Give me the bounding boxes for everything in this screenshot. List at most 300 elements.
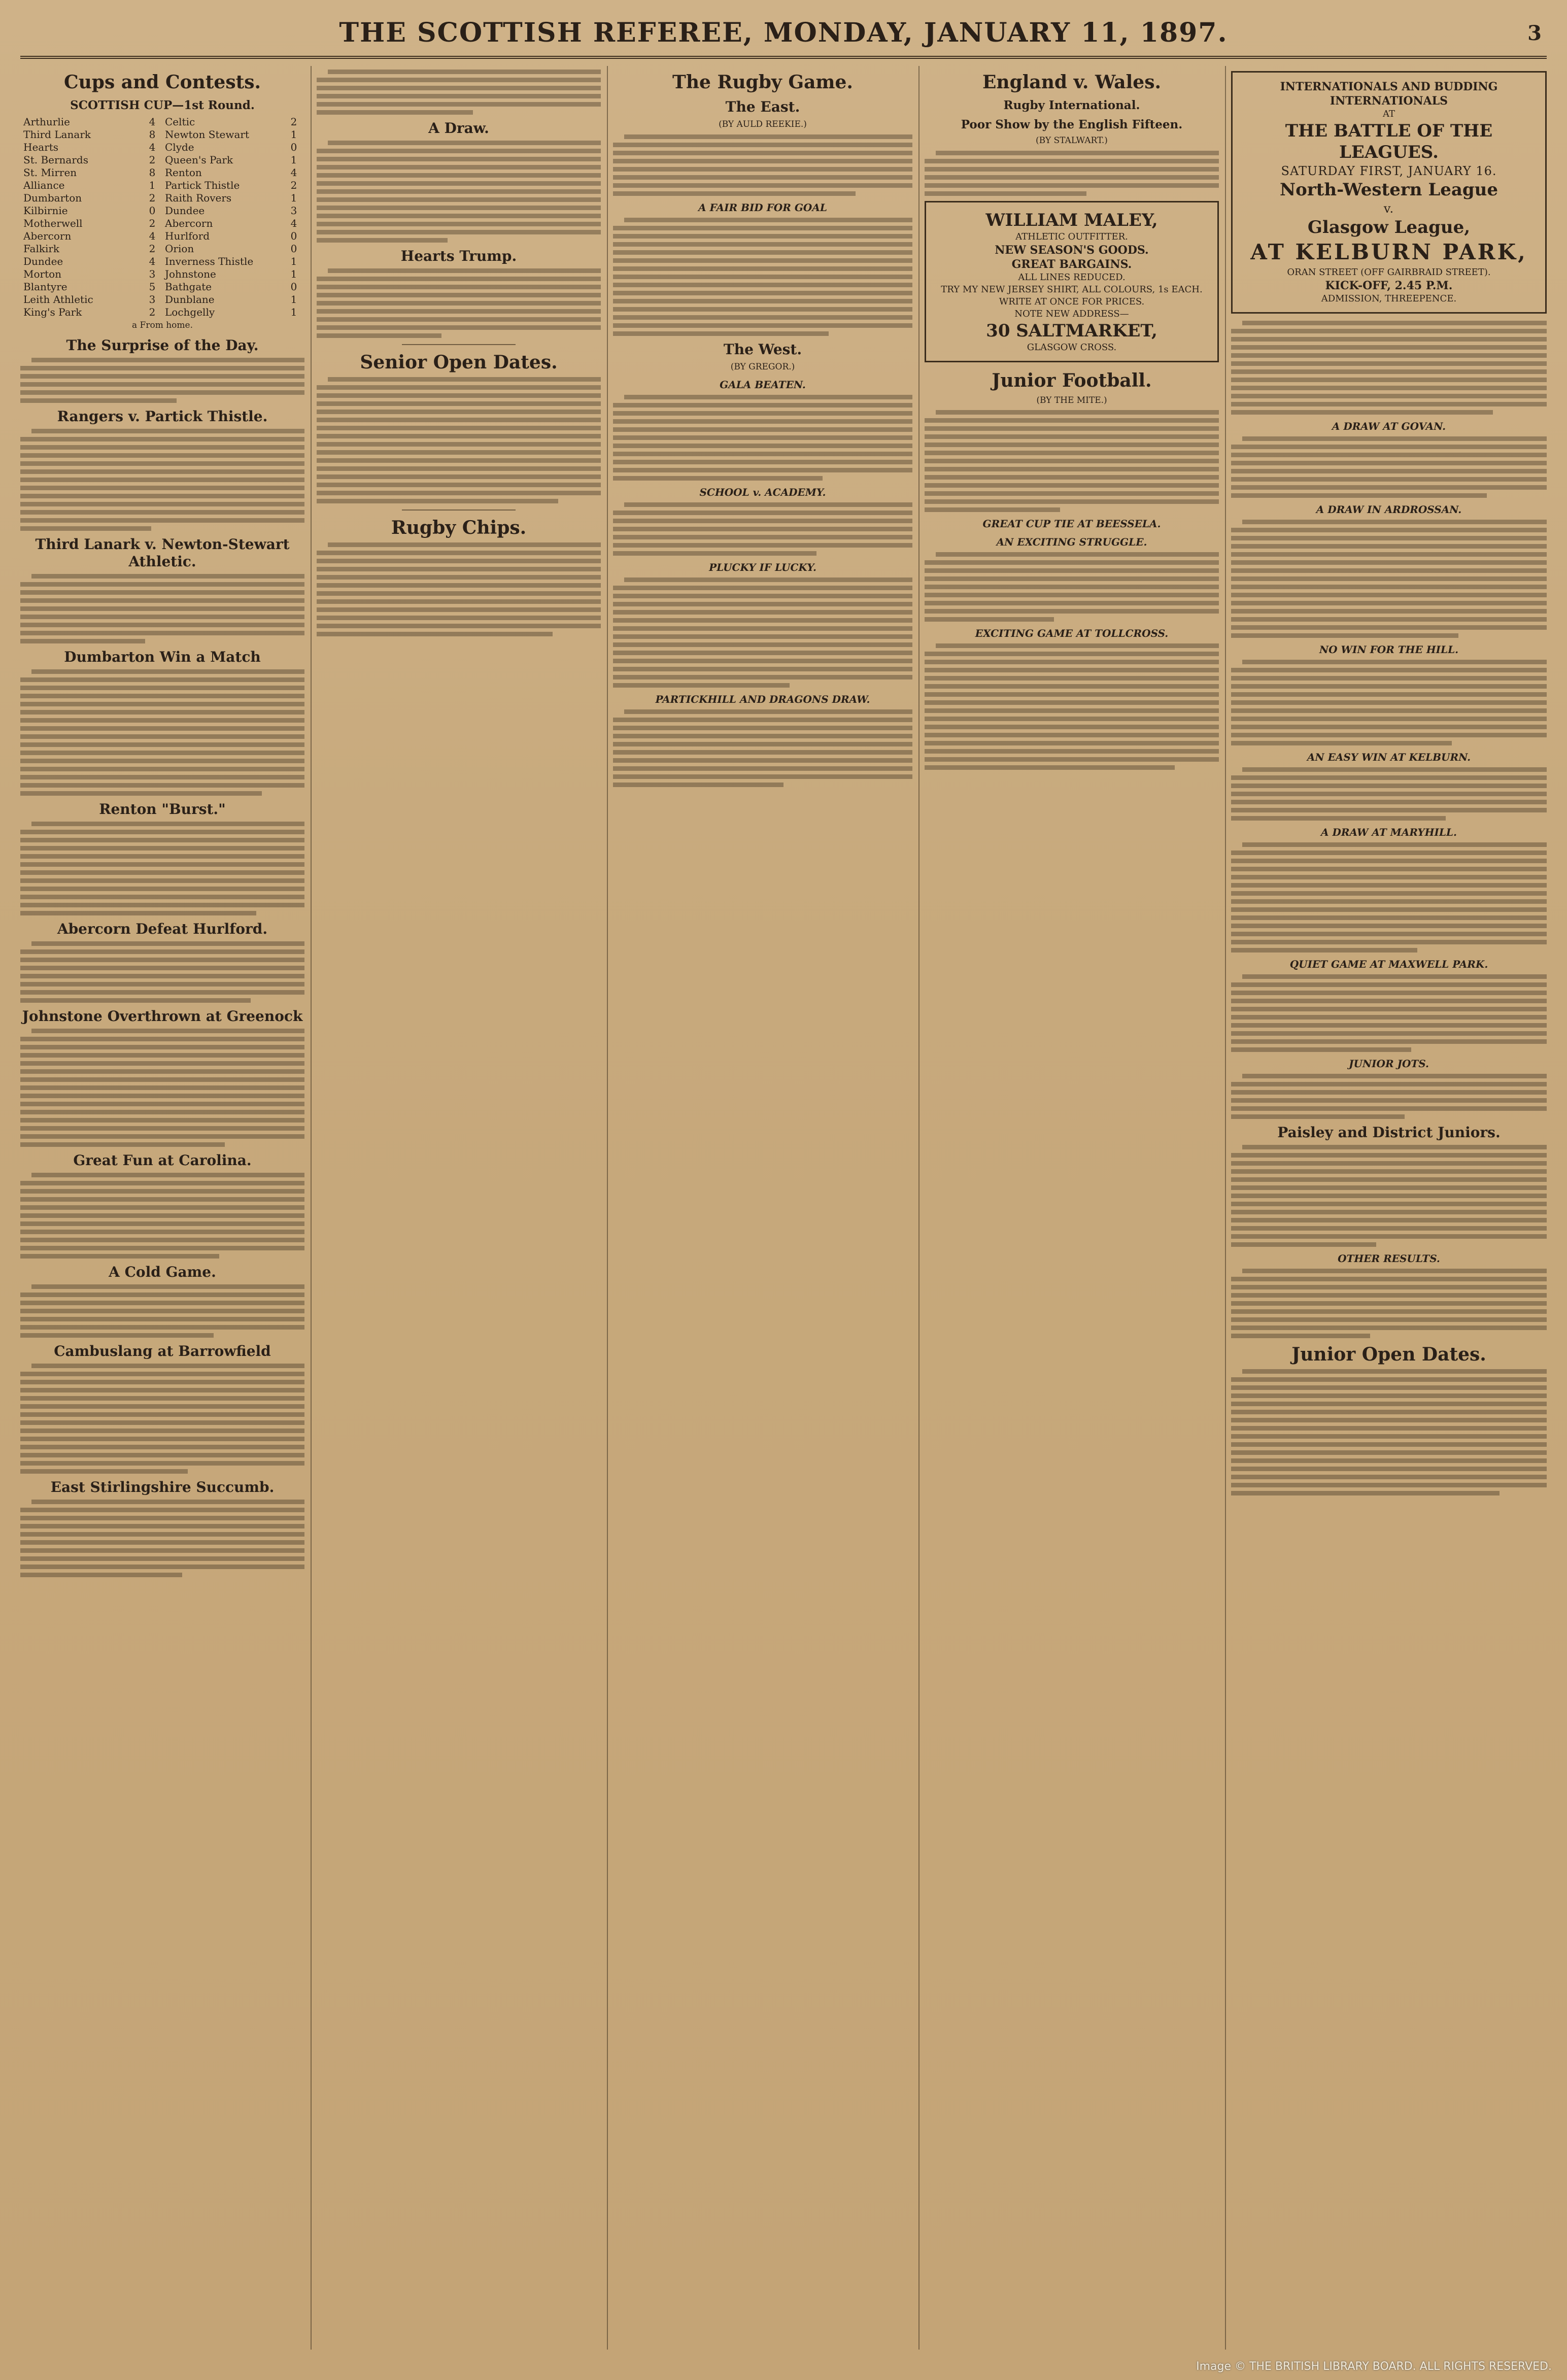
result-score: 1	[290, 255, 297, 267]
article-body	[1231, 1145, 1547, 1247]
result-score: 1	[290, 192, 297, 204]
text-line	[20, 1469, 188, 1474]
text-line	[20, 639, 145, 643]
article-body	[1231, 842, 1547, 953]
text-line	[613, 242, 912, 247]
text-line	[20, 1372, 304, 1376]
text-line	[317, 491, 601, 495]
article-body	[1231, 520, 1547, 638]
text-line	[20, 1333, 214, 1338]
text-line	[613, 167, 912, 172]
text-line	[1231, 1161, 1547, 1166]
text-line	[317, 458, 601, 463]
text-line	[613, 783, 784, 787]
text-line	[925, 660, 1219, 664]
divider	[402, 509, 516, 511]
masthead	[20, 15, 1547, 59]
text-line	[317, 385, 601, 390]
text-line	[925, 560, 1219, 565]
text-line	[1242, 1269, 1547, 1273]
article-body	[317, 141, 601, 243]
article-body	[613, 709, 912, 787]
text-line	[1231, 1434, 1547, 1439]
text-line	[1231, 1450, 1547, 1455]
text-line	[328, 268, 601, 273]
text-line	[20, 1453, 304, 1457]
text-line	[613, 659, 912, 663]
advert-name: WILLIAM MALEY,	[985, 210, 1158, 230]
text-line	[1231, 609, 1547, 614]
article-heading: The West.	[723, 341, 802, 358]
text-line	[20, 1293, 304, 1297]
text-line	[613, 331, 829, 336]
text-line	[1231, 625, 1547, 630]
result-team: Alliance	[23, 179, 65, 191]
text-line	[317, 86, 601, 90]
text-line	[20, 623, 304, 627]
text-line	[1231, 1202, 1547, 1206]
text-line	[20, 775, 304, 779]
section-heading: Junior Open Dates.	[1291, 1344, 1486, 1365]
section-heading: The Rugby Game.	[672, 72, 853, 93]
text-line	[1231, 924, 1547, 928]
text-line	[20, 398, 177, 403]
result-score: 2	[149, 243, 156, 255]
text-line	[613, 234, 912, 239]
text-line	[1231, 1218, 1547, 1222]
text-line	[1231, 617, 1547, 622]
advert-address: 30 SALTMARKET,	[986, 320, 1157, 341]
text-line	[317, 591, 601, 596]
text-line	[1231, 1426, 1547, 1431]
text-line	[317, 474, 601, 479]
section-heading: Junior Football.	[992, 369, 1152, 391]
result-team: Kilbirnie	[23, 205, 68, 217]
article-body	[925, 151, 1219, 196]
text-line	[1242, 1145, 1547, 1149]
text-line	[613, 511, 912, 515]
advert-date: SATURDAY FIRST, JANUARY 16.	[1281, 164, 1497, 178]
battle-of-leagues-advert	[1231, 71, 1547, 314]
result-score: 8	[149, 128, 156, 141]
text-line	[1231, 875, 1547, 879]
result-score: 4	[149, 116, 156, 128]
text-line	[20, 526, 151, 531]
text-line	[31, 669, 304, 674]
text-line	[20, 1437, 304, 1441]
text-line	[1242, 660, 1547, 664]
article-body	[613, 502, 912, 556]
text-line	[31, 358, 304, 362]
text-line	[20, 990, 304, 995]
text-line	[1231, 461, 1547, 465]
text-line	[613, 315, 912, 320]
article-heading: Rangers v. Partick Thistle.	[57, 407, 268, 425]
result-team: Celtic	[165, 116, 195, 128]
text-line	[20, 1461, 304, 1466]
text-line	[1231, 668, 1547, 672]
result-score: 8	[149, 166, 156, 179]
text-line	[1231, 544, 1547, 549]
text-line	[31, 1173, 304, 1177]
text-line	[20, 1118, 304, 1123]
text-line	[317, 559, 601, 563]
text-line	[20, 382, 304, 387]
text-line	[20, 1045, 304, 1049]
text-line	[20, 686, 304, 690]
text-line	[20, 598, 304, 603]
text-line	[1231, 345, 1547, 350]
advert-admission: ADMISSION, THREEPENCE.	[1321, 293, 1457, 304]
result-score: 1	[290, 128, 297, 141]
result-score: 1	[290, 154, 297, 166]
text-line	[1231, 1325, 1547, 1330]
text-line	[613, 718, 912, 722]
text-line	[613, 435, 912, 440]
text-line	[317, 157, 601, 161]
text-line	[1231, 1475, 1547, 1479]
text-line	[20, 486, 304, 490]
result-score: 4	[290, 217, 297, 229]
text-line	[1231, 684, 1547, 689]
text-line	[317, 466, 601, 471]
result-score: 4	[149, 141, 156, 153]
text-line	[1231, 410, 1493, 415]
article-heading: East Stirlingshire Succumb.	[50, 1478, 275, 1495]
text-line	[317, 317, 601, 322]
text-line	[20, 1094, 304, 1098]
result-score: 4	[290, 166, 297, 179]
text-line	[1231, 386, 1547, 390]
text-line	[20, 734, 304, 739]
text-line	[1231, 593, 1547, 597]
result-score: 1	[290, 306, 297, 318]
text-line	[925, 593, 1219, 597]
article-body	[20, 1173, 304, 1259]
text-line	[1231, 485, 1547, 490]
text-line	[1242, 321, 1547, 325]
text-line	[317, 181, 601, 186]
text-line	[925, 576, 1219, 581]
text-line	[20, 1524, 304, 1528]
article-heading: Johnstone Overthrown at Greenock	[22, 1007, 303, 1025]
text-line	[613, 667, 912, 671]
result-team: Dundee	[165, 205, 205, 217]
text-line	[613, 551, 816, 556]
text-line	[925, 483, 1219, 488]
subheading: AN EXCITING STRUGGLE.	[996, 536, 1147, 548]
text-line	[624, 218, 912, 222]
text-line	[317, 599, 601, 604]
text-line	[1231, 1418, 1547, 1422]
text-line	[1231, 601, 1547, 605]
text-line	[1231, 1309, 1547, 1314]
text-line	[328, 377, 601, 382]
text-line	[613, 427, 912, 432]
text-line	[1231, 469, 1547, 473]
text-line	[925, 491, 1219, 496]
text-line	[613, 586, 912, 590]
text-line	[1231, 1385, 1547, 1390]
text-line	[317, 393, 601, 398]
text-line	[1231, 560, 1547, 565]
text-line	[20, 1573, 182, 1577]
text-line	[20, 1077, 304, 1082]
text-line	[20, 1548, 304, 1553]
advert-line: GREAT BARGAINS.	[1011, 257, 1132, 271]
text-line	[317, 567, 601, 571]
text-line	[936, 151, 1219, 155]
text-line	[317, 197, 601, 202]
article-heading: A Cold Game.	[109, 1263, 216, 1280]
text-line	[613, 323, 912, 328]
text-line	[1231, 940, 1547, 944]
advert-kickoff: KICK-OFF, 2.45 P.M.	[1325, 279, 1453, 292]
article-body	[20, 574, 304, 643]
text-line	[20, 1110, 304, 1114]
result-row	[20, 281, 304, 293]
text-line	[20, 1221, 304, 1226]
article-heading: Hearts Trump.	[400, 248, 517, 264]
text-line	[613, 651, 912, 655]
text-line	[1231, 493, 1487, 498]
section-heading: Senior Open Dates.	[360, 352, 558, 373]
text-line	[1231, 1402, 1547, 1406]
text-line	[317, 293, 601, 297]
text-line	[613, 266, 912, 271]
article-heading: The East.	[725, 98, 800, 115]
text-line	[317, 616, 601, 620]
text-line	[317, 401, 601, 406]
result-team: Partick Thistle	[165, 179, 240, 191]
subheading: AN EASY WIN AT KELBURN.	[1307, 751, 1471, 763]
text-line	[1231, 899, 1547, 904]
article-body	[20, 941, 304, 1003]
article-heading: A Draw.	[428, 120, 489, 137]
text-line	[317, 575, 601, 580]
text-line	[1231, 568, 1547, 573]
article-heading: Abercorn Defeat Hurlford.	[57, 920, 268, 937]
text-line	[20, 791, 262, 796]
text-line	[925, 757, 1219, 762]
text-line	[20, 718, 304, 723]
text-line	[925, 692, 1219, 697]
text-line	[925, 507, 1060, 512]
text-line	[925, 418, 1219, 423]
text-line	[317, 301, 601, 305]
result-row	[20, 243, 304, 255]
result-row	[20, 205, 304, 217]
text-line	[20, 1508, 304, 1512]
text-line	[1231, 708, 1547, 713]
text-line	[925, 183, 1219, 188]
text-line	[20, 830, 304, 834]
text-line	[624, 395, 912, 399]
text-line	[925, 459, 1219, 463]
text-line	[624, 134, 912, 139]
subheading: PLUCKY IF LUCKY.	[709, 561, 816, 573]
result-team: Hurlford	[165, 230, 210, 242]
text-line	[20, 1516, 304, 1520]
text-line	[1231, 1082, 1547, 1086]
text-line	[20, 702, 304, 706]
text-line	[20, 870, 304, 875]
copyright-footer: Image © THE BRITISH LIBRARY BOARD. ALL RIGHTS RESERVED.	[1196, 2360, 1552, 2373]
column-rule	[607, 66, 608, 2350]
result-team: Blantyre	[23, 281, 67, 293]
text-line	[20, 1396, 304, 1401]
text-line	[20, 1540, 304, 1545]
article-body	[20, 669, 304, 796]
column-3	[613, 66, 912, 2350]
result-row	[20, 255, 304, 268]
column-rule	[918, 66, 919, 2350]
text-line	[20, 742, 304, 747]
article-body	[20, 1029, 304, 1147]
article-body	[1231, 1269, 1547, 1338]
text-line	[925, 733, 1219, 737]
article-body	[613, 577, 912, 688]
text-line	[20, 998, 251, 1003]
text-line	[20, 1445, 304, 1449]
text-line	[1231, 1114, 1405, 1119]
article-body	[1231, 660, 1547, 745]
maley-advert	[925, 201, 1219, 362]
text-line	[20, 582, 304, 587]
text-line	[925, 765, 1175, 770]
text-line	[31, 429, 304, 433]
text-line	[925, 175, 1219, 180]
article-heading: Great Fun at Carolina.	[73, 1151, 252, 1169]
text-line	[925, 749, 1219, 754]
text-line	[1231, 915, 1547, 920]
text-line	[1231, 453, 1547, 457]
text-line	[613, 610, 912, 615]
text-line	[1242, 974, 1547, 979]
text-line	[317, 309, 601, 314]
text-line	[624, 577, 912, 582]
text-line	[1231, 1277, 1547, 1281]
text-line	[1231, 1098, 1547, 1103]
result-row	[20, 179, 304, 192]
text-line	[20, 1246, 304, 1250]
text-line	[31, 1284, 304, 1289]
text-line	[317, 499, 558, 503]
advert-line: TRY MY NEW JERSEY SHIRT, ALL COLOURS, 1s EACH.	[941, 284, 1203, 295]
text-line	[925, 159, 1219, 163]
text-line	[317, 277, 601, 281]
result-score: 0	[290, 281, 297, 293]
subheading: A DRAW IN ARDROSSAN.	[1316, 503, 1462, 516]
advert-sub: ATHLETIC OUTFITTER.	[1015, 231, 1128, 242]
text-line	[31, 941, 304, 946]
text-line	[1231, 552, 1547, 557]
byline: (BY AULD REEKIE.)	[719, 119, 807, 129]
text-line	[20, 1254, 219, 1259]
page-number: 3	[1527, 21, 1542, 45]
text-line	[317, 410, 601, 414]
text-line	[613, 403, 912, 407]
text-line	[317, 230, 601, 234]
text-line	[1231, 633, 1458, 638]
text-line	[20, 1053, 304, 1058]
text-line	[20, 1205, 304, 1210]
text-line	[20, 694, 304, 698]
text-line	[20, 1061, 304, 1066]
article-body	[20, 1500, 304, 1577]
text-line	[1231, 329, 1547, 333]
text-line	[613, 460, 912, 464]
text-line	[20, 1102, 304, 1106]
result-row	[20, 306, 304, 319]
text-line	[20, 615, 304, 619]
subheading: GREAT CUP TIE AT BEESSELA.	[982, 518, 1161, 530]
text-line	[20, 518, 304, 523]
advert-team: North-Western League	[1279, 180, 1498, 200]
text-line	[20, 1309, 304, 1313]
text-line	[317, 583, 601, 588]
text-line	[20, 759, 304, 763]
result-score: 0	[149, 205, 156, 217]
text-line	[317, 238, 448, 243]
text-line	[1231, 1458, 1547, 1463]
text-line	[20, 366, 304, 370]
result-team: Dumbarton	[23, 192, 82, 204]
text-line	[317, 214, 601, 218]
text-line	[1231, 369, 1547, 374]
text-line	[317, 173, 601, 178]
text-line	[1231, 1039, 1547, 1044]
text-line	[613, 634, 912, 639]
text-line	[20, 878, 304, 883]
result-team: Orion	[165, 243, 194, 255]
text-line	[20, 1388, 304, 1392]
text-line	[613, 642, 912, 647]
text-line	[20, 1213, 304, 1218]
text-line	[613, 734, 912, 738]
footnote: a From home.	[132, 320, 193, 330]
text-line	[613, 476, 823, 481]
text-line	[925, 725, 1219, 729]
result-team: St. Mirren	[23, 166, 77, 179]
subheading: GALA BEATEN.	[720, 379, 806, 391]
result-score: 3	[149, 268, 156, 280]
advert-line: INTERNATIONALS AND BUDDING INTERNATIONALS	[1280, 80, 1498, 108]
subheading: A DRAW AT GOVAN.	[1332, 420, 1446, 432]
text-line	[1231, 948, 1417, 953]
result-score: 3	[290, 205, 297, 217]
text-line	[1231, 536, 1547, 540]
text-line	[20, 1126, 304, 1131]
advert-versus: v.	[1383, 201, 1394, 216]
text-line	[20, 1565, 304, 1569]
text-line	[1231, 1153, 1547, 1158]
article-body	[925, 410, 1219, 512]
text-line	[925, 568, 1219, 573]
result-team: Queen's Park	[165, 154, 233, 166]
text-line	[613, 143, 912, 147]
article-body	[1231, 974, 1547, 1052]
result-team: Dundee	[23, 255, 63, 267]
text-line	[1231, 1194, 1547, 1198]
text-line	[20, 1380, 304, 1384]
text-line	[613, 291, 912, 295]
text-line	[20, 1189, 304, 1194]
text-line	[31, 574, 304, 579]
column-1	[20, 66, 304, 2350]
text-line	[20, 710, 304, 715]
text-line	[20, 478, 304, 482]
